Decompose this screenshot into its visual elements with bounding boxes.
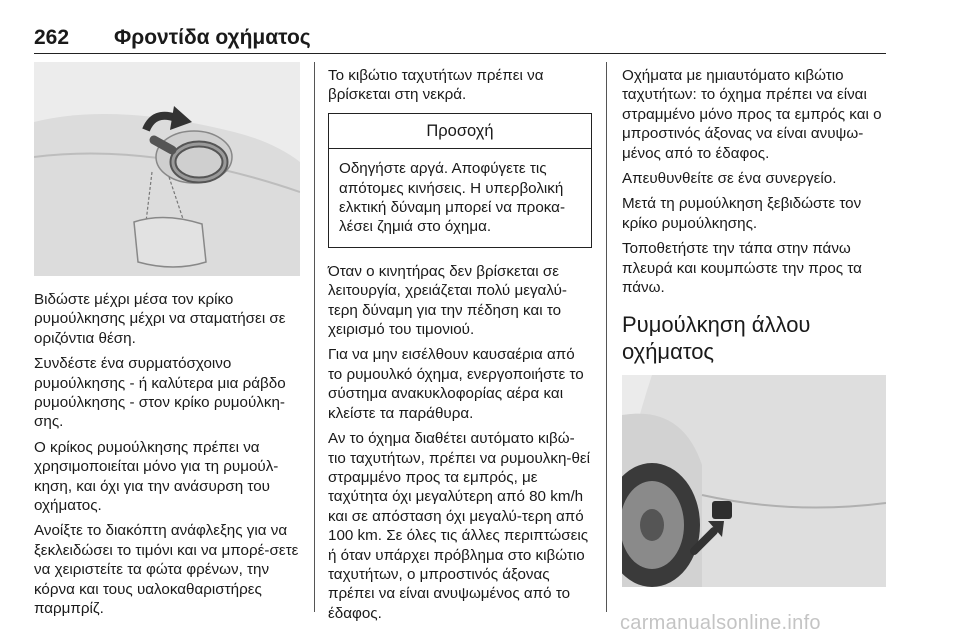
paragraph: Απευθυνθείτε σε ένα συνεργείο. — [622, 170, 837, 188]
paragraph: Συνδέστε ένα συρματόσχοινο ρυμούλκησης - ή καλύτερα μια ράβδο ρυμούλκησης - στον κρίκο ρυμούλκη-σης. — [34, 355, 286, 431]
paragraph: Μετά τη ρυμούλκηση ξεβιδώστε τον κρίκο ρυμούλκησης. — [622, 195, 862, 232]
page-title: Φροντίδα οχήματος — [114, 26, 311, 49]
paragraph: Όταν ο κινητήρας δεν βρίσκεται σε λειτουργία, χρειάζεται πολύ μεγαλύ-τερη δύναμη για την πέδηση και το χειρισμό του τιμονιού. — [328, 262, 567, 339]
watermark: carmanualsonline.info — [620, 612, 821, 634]
paragraph: Αν το όχημα διαθέτει αυτόματο κιβώ-τιο ταχυτήτων, πρέπει να ρυμουλκη-θεί στραμμένο προς τα εμπρός, με ταχύτητα όχι μεγαλύτερη από 80 km/h και σε απόσταση όχι μεγαλύ-τερη από 100 km. Σε όλες τις άλλες περιπτώσεις ή όταν υπάρχει πρόβλημα στο κιβώτιο ταχυτήτων, ο μπροστινός άξονας πρέπει να είναι ανυψωμένος από το έδαφος. — [328, 430, 591, 622]
caution-text: Οδηγήστε αργά. Αποφύγετε τις απότομες κινήσεις. Η υπερβολική ελκτική δύναμη μπορεί να προκα-λέσει ζημιά στο όχημα. — [339, 160, 566, 236]
paragraph: Ανοίξτε το διακόπτη ανάφλεξης για να ξεκλειδώσει το τιμόνι και να μπορέ-σετε να χειριστείτε τα φώτα φρένων, την κόρνα και τους υαλοκαθαριστήρες παρμπρίζ. — [34, 522, 299, 618]
rear-towing-eye-location-illustration — [622, 375, 886, 587]
towing-eye-installation-illustration — [34, 62, 300, 276]
column-divider-2 — [606, 62, 607, 612]
column-1 — [34, 62, 300, 625]
paragraph: Οχήματα με ημιαυτόματο κιβώτιο ταχυτήτων: το όχημα πρέπει να είναι στραμμένο μόνο προς τα εμπρός και ο μπροστινός άξονας να είναι ανυψω-μένος από το έδαφος. — [622, 67, 882, 162]
section-heading: Ρυμούλκηση άλλου οχήματος — [622, 312, 811, 365]
paragraph: Τοποθετήστε την τάπα στην πάνω πλευρά και κουμπώστε την προς τα πάνω. — [622, 240, 862, 297]
caution-box — [328, 113, 592, 248]
column-divider-1 — [314, 62, 315, 612]
column-3 — [622, 66, 890, 587]
caution-title: Προσοχή — [329, 114, 591, 149]
paragraph: Βιδώστε μέχρι μέσα τον κρίκο ρυμούλκησης μέχρι να σταματήσει σε οριζόντια θέση. — [34, 291, 286, 347]
paragraph: Για να μην εισέλθουν καυσαέρια από το ρυμουλκό όχημα, ενεργοποιήστε το σύστημα ανακυκλοφορίας αέρα και κλείστε τα παράθυρα. — [328, 346, 584, 422]
paragraph: Ο κρίκος ρυμούλκησης πρέπει να χρησιμοποιείται μόνο για τη ρυμούλ-κηση, και όχι για την ανάσυρση του οχήματος. — [34, 438, 279, 515]
column-2 — [328, 66, 592, 629]
paragraph: Το κιβώτιο ταχυτήτων πρέπει να βρίσκεται στη νεκρά. — [328, 67, 544, 104]
page-header — [34, 20, 886, 54]
page-number: 262 — [34, 26, 70, 49]
